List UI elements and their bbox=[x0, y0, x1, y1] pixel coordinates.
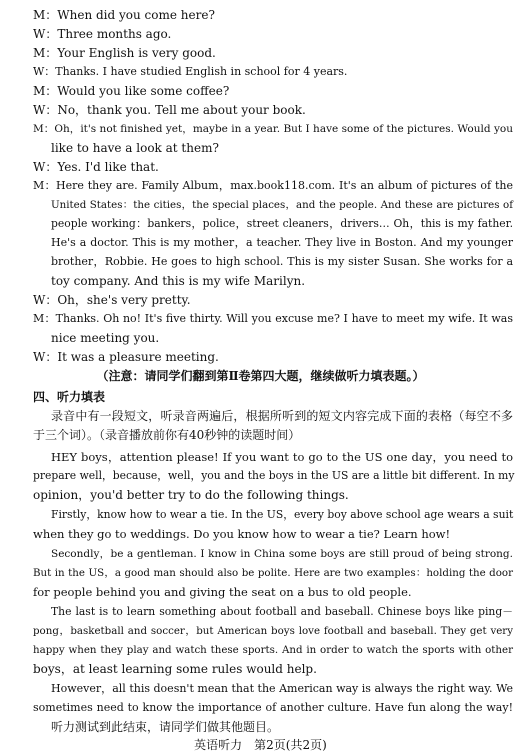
paragraph-line: when they go to weddings. Do you know how to wear a tie? Learn how! bbox=[33, 527, 451, 541]
dialogue-line: brother，Robbie. He goes to high school. This is my sister Susan. She works for a bbox=[51, 255, 513, 268]
dialogue-line: W：Thanks. I have studied English in school for 4 years. bbox=[33, 65, 348, 78]
page-footer: 英语听力 第2页(共2页) bbox=[194, 738, 327, 752]
paragraph-line: HEY boys，attention please! If you want to go to the US one day，you need to bbox=[51, 450, 513, 464]
paragraph-line: for people behind you and giving the seat on a bus to old people. bbox=[33, 585, 412, 599]
dialogue-line: M：Oh，it's not finished yet，maybe in a year. But I have some of the pictures. Would you bbox=[33, 123, 513, 135]
dialogue-line: M：Thanks. Oh no! It's five thirty. Will you excuse me? I have to meet my wife. It was bbox=[33, 312, 513, 325]
dialogue-line: W：Three months ago. bbox=[33, 27, 172, 41]
paragraph-line: 听力测试到此结束，请同学们做其他题目。 bbox=[51, 720, 280, 734]
dialogue-line: W：Yes. I'd like that. bbox=[33, 160, 159, 174]
dialogue-line: M：Would you like some coffee? bbox=[33, 84, 230, 98]
paragraph-line: The last is to learn something about football and baseball. Chinese boys like ping－ bbox=[51, 605, 513, 618]
paragraph-line: pong，basketball and soccer，but American boys love football and baseball. They get very bbox=[33, 625, 513, 637]
paragraph-line: 于三个词）。（录音播放前你有40秒钟的读题时间） bbox=[33, 428, 301, 442]
dialogue-line: W：It was a pleasure meeting. bbox=[33, 350, 219, 364]
paragraph-line: happy when they play and watch these sports. And in order to watch the sports with other bbox=[33, 644, 513, 656]
paragraph-line: 录音中有一段短文，听录音两遍后，根据所听到的短文内容完成下面的表格（每空不多 bbox=[51, 409, 513, 423]
dialogue-line: M：When did you come here? bbox=[33, 8, 215, 22]
dialogue-line: like to have a look at them? bbox=[51, 141, 219, 155]
dialogue-line: toy company. And this is my wife Marilyn. bbox=[51, 274, 306, 288]
paragraph-line: But in the US，a good man should also be polite. Here are two examples：holding the door bbox=[33, 567, 513, 579]
paragraph-line: prepare well，because，well，you and the boys in the US are a little bit different. In my bbox=[33, 469, 515, 482]
paragraph-line: Firstly，know how to wear a tie. In the US，every boy above school age wears a suit bbox=[51, 508, 514, 521]
dialogue-line: M：Your English is very good. bbox=[33, 46, 216, 60]
paragraph-line: opinion，you'd better try to do the following things. bbox=[33, 488, 349, 502]
dialogue-line: nice meeting you. bbox=[51, 331, 160, 345]
dialogue-line: people working：bankers，police，street cleaners，drivers… Oh，this is my father. bbox=[51, 217, 513, 230]
paragraph-line: sometimes need to know the importance of another culture. Have fun along the way! bbox=[33, 701, 513, 714]
dialogue-line: M：Here they are. Family Album，max.book118.com. It's an album of pictures of the bbox=[33, 179, 513, 192]
dialogue-line: W：Oh，she's very pretty. bbox=[33, 293, 191, 307]
paragraph-line: However，all this doesn't mean that the American way is always the right way. We bbox=[51, 682, 513, 695]
section-heading: 四、听力填表 bbox=[33, 390, 106, 404]
dialogue-line: W：No，thank you. Tell me about your book. bbox=[33, 103, 306, 117]
paragraph-line: Secondly，be a gentleman. I know in China some boys are still proud of being strong. bbox=[51, 548, 513, 560]
dialogue-line: He's a doctor. This is my mother，a teacher. They live in Boston. And my younger bbox=[51, 236, 513, 249]
dialogue-line: United States：the cities，the special places，and the people. And these are pictures of bbox=[51, 199, 513, 211]
instruction-note: （注意：请同学们翻到第Ⅱ卷第四大题，继续做听力填表题。） bbox=[96, 369, 425, 383]
paragraph-line: boys，at least learning some rules would help. bbox=[33, 662, 317, 676]
